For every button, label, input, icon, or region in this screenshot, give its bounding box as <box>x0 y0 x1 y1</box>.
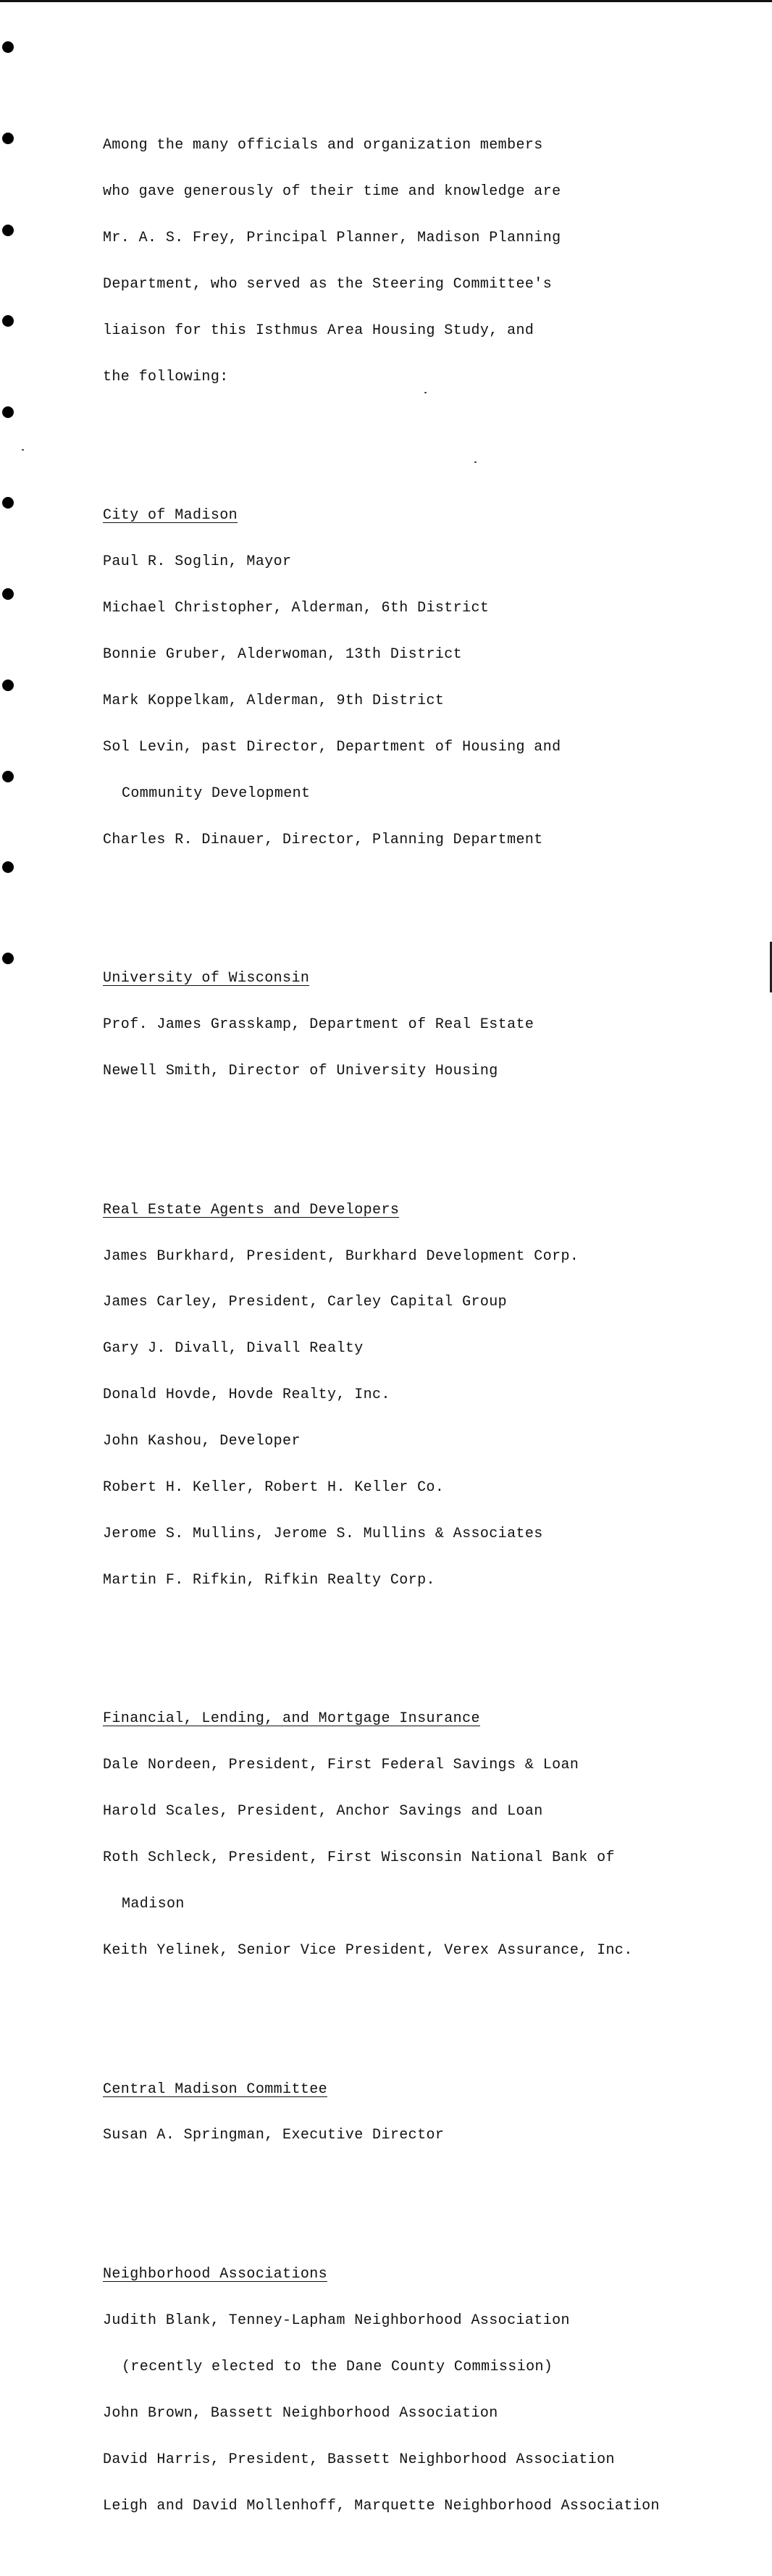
section-heading: City of Madison <box>103 507 238 524</box>
section-heading: Financial, Lending, and Mortgage Insurance <box>103 1710 480 1728</box>
section-city-of-madison <box>103 477 755 879</box>
page-top-edge <box>0 0 772 2</box>
punch-hole <box>2 406 14 418</box>
member-entry-continuation: Madison <box>122 1896 185 1913</box>
member-entry-continuation: Community Development <box>122 785 311 802</box>
member-entry: Dale Nordeen, President, First Federal Savings & Loan <box>103 1757 579 1774</box>
member-entry: Harold Scales, President, Anchor Savings and Loan <box>103 1803 543 1820</box>
section-heading: Central Madison Committee <box>103 2081 328 2098</box>
punch-hole <box>2 771 14 782</box>
member-entry: James Burkhard, President, Burkhard Development Corp. <box>103 1247 579 1265</box>
member-entry: Michael Christopher, Alderman, 6th District <box>103 600 490 617</box>
punch-hole <box>2 861 14 873</box>
member-entry: Judith Blank, Tenney-Lapham Neighborhood Association <box>103 2312 570 2330</box>
member-entry: Charles R. Dinauer, Director, Planning Department <box>103 831 543 848</box>
punch-hole <box>2 225 14 236</box>
member-entry: Prof. James Grasskamp, Department of Real Estate <box>103 1016 534 1034</box>
intro-line: liaison for this Isthmus Area Housing Study, and <box>103 322 534 339</box>
member-entry: Jerome S. Mullins, Jerome S. Mullins & Associates <box>103 1525 543 1542</box>
member-entry: Mark Koppelkam, Alderman, 9th District <box>103 692 445 709</box>
member-entry: Donald Hovde, Hovde Realty, Inc. <box>103 1387 390 1404</box>
scan-speck <box>22 449 24 451</box>
punch-hole <box>2 315 14 327</box>
intro-line: Among the many officials and organization members <box>103 137 543 154</box>
member-entry: Bonnie Gruber, Alderwoman, 13th District <box>103 645 463 663</box>
member-entry: Newell Smith, Director of University Housing <box>103 1063 498 1079</box>
section-real-estate <box>103 1171 755 1619</box>
punch-hole <box>2 41 14 53</box>
section-heading: Neighborhood Associations <box>103 2266 328 2283</box>
punch-hole <box>2 588 14 600</box>
section-heading: Real Estate Agents and Developers <box>103 1201 400 1218</box>
punch-hole <box>2 497 14 509</box>
intro-line: Department, who served as the Steering Committee's <box>103 275 553 293</box>
member-entry: John Kashou, Developer <box>103 1433 301 1450</box>
section-neighborhood-associations <box>103 2236 755 2545</box>
member-entry: Susan A. Springman, Executive Director <box>103 2127 445 2144</box>
intro-line: Mr. A. S. Frey, Principal Planner, Madison Planning <box>103 229 561 246</box>
intro-paragraph <box>103 107 755 416</box>
section-central-madison-committee <box>103 2051 755 2174</box>
intro-line: who gave generously of their time and knowledge are <box>103 183 561 201</box>
intro-line: the following: <box>103 368 229 385</box>
section-university-of-wisconsin <box>103 940 755 1110</box>
member-entry: Gary J. Divall, Divall Realty <box>103 1340 364 1358</box>
member-entry: Keith Yelinek, Senior Vice President, Verex Assurance, Inc. <box>103 1941 633 1959</box>
punch-hole <box>2 679 14 691</box>
punch-hole <box>2 953 14 964</box>
member-entry: John Brown, Bassett Neighborhood Association <box>103 2404 498 2422</box>
member-entry: Paul R. Soglin, Mayor <box>103 553 292 571</box>
member-entry: Roth Schleck, President, First Wisconsin National Bank of <box>103 1849 615 1867</box>
member-entry: Martin F. Rifkin, Rifkin Realty Corp. <box>103 1571 435 1589</box>
member-entry: Leigh and David Mollenhoff, Marquette Neighborhood Association <box>103 2497 660 2514</box>
punch-hole <box>2 133 14 144</box>
member-entry-continuation: (recently elected to the Dane County Commission) <box>122 2358 553 2375</box>
member-entry: Robert H. Keller, Robert H. Keller Co. <box>103 1479 445 1497</box>
member-entry: David Harris, President, Bassett Neighborhood Association <box>103 2451 615 2468</box>
document-body <box>103 76 755 2575</box>
member-entry: James Carley, President, Carley Capital Group <box>103 1294 508 1311</box>
member-entry: Sol Levin, past Director, Department of Housing and <box>103 738 561 756</box>
section-financial <box>103 1681 755 1989</box>
section-heading: University of Wisconsin <box>103 970 310 987</box>
